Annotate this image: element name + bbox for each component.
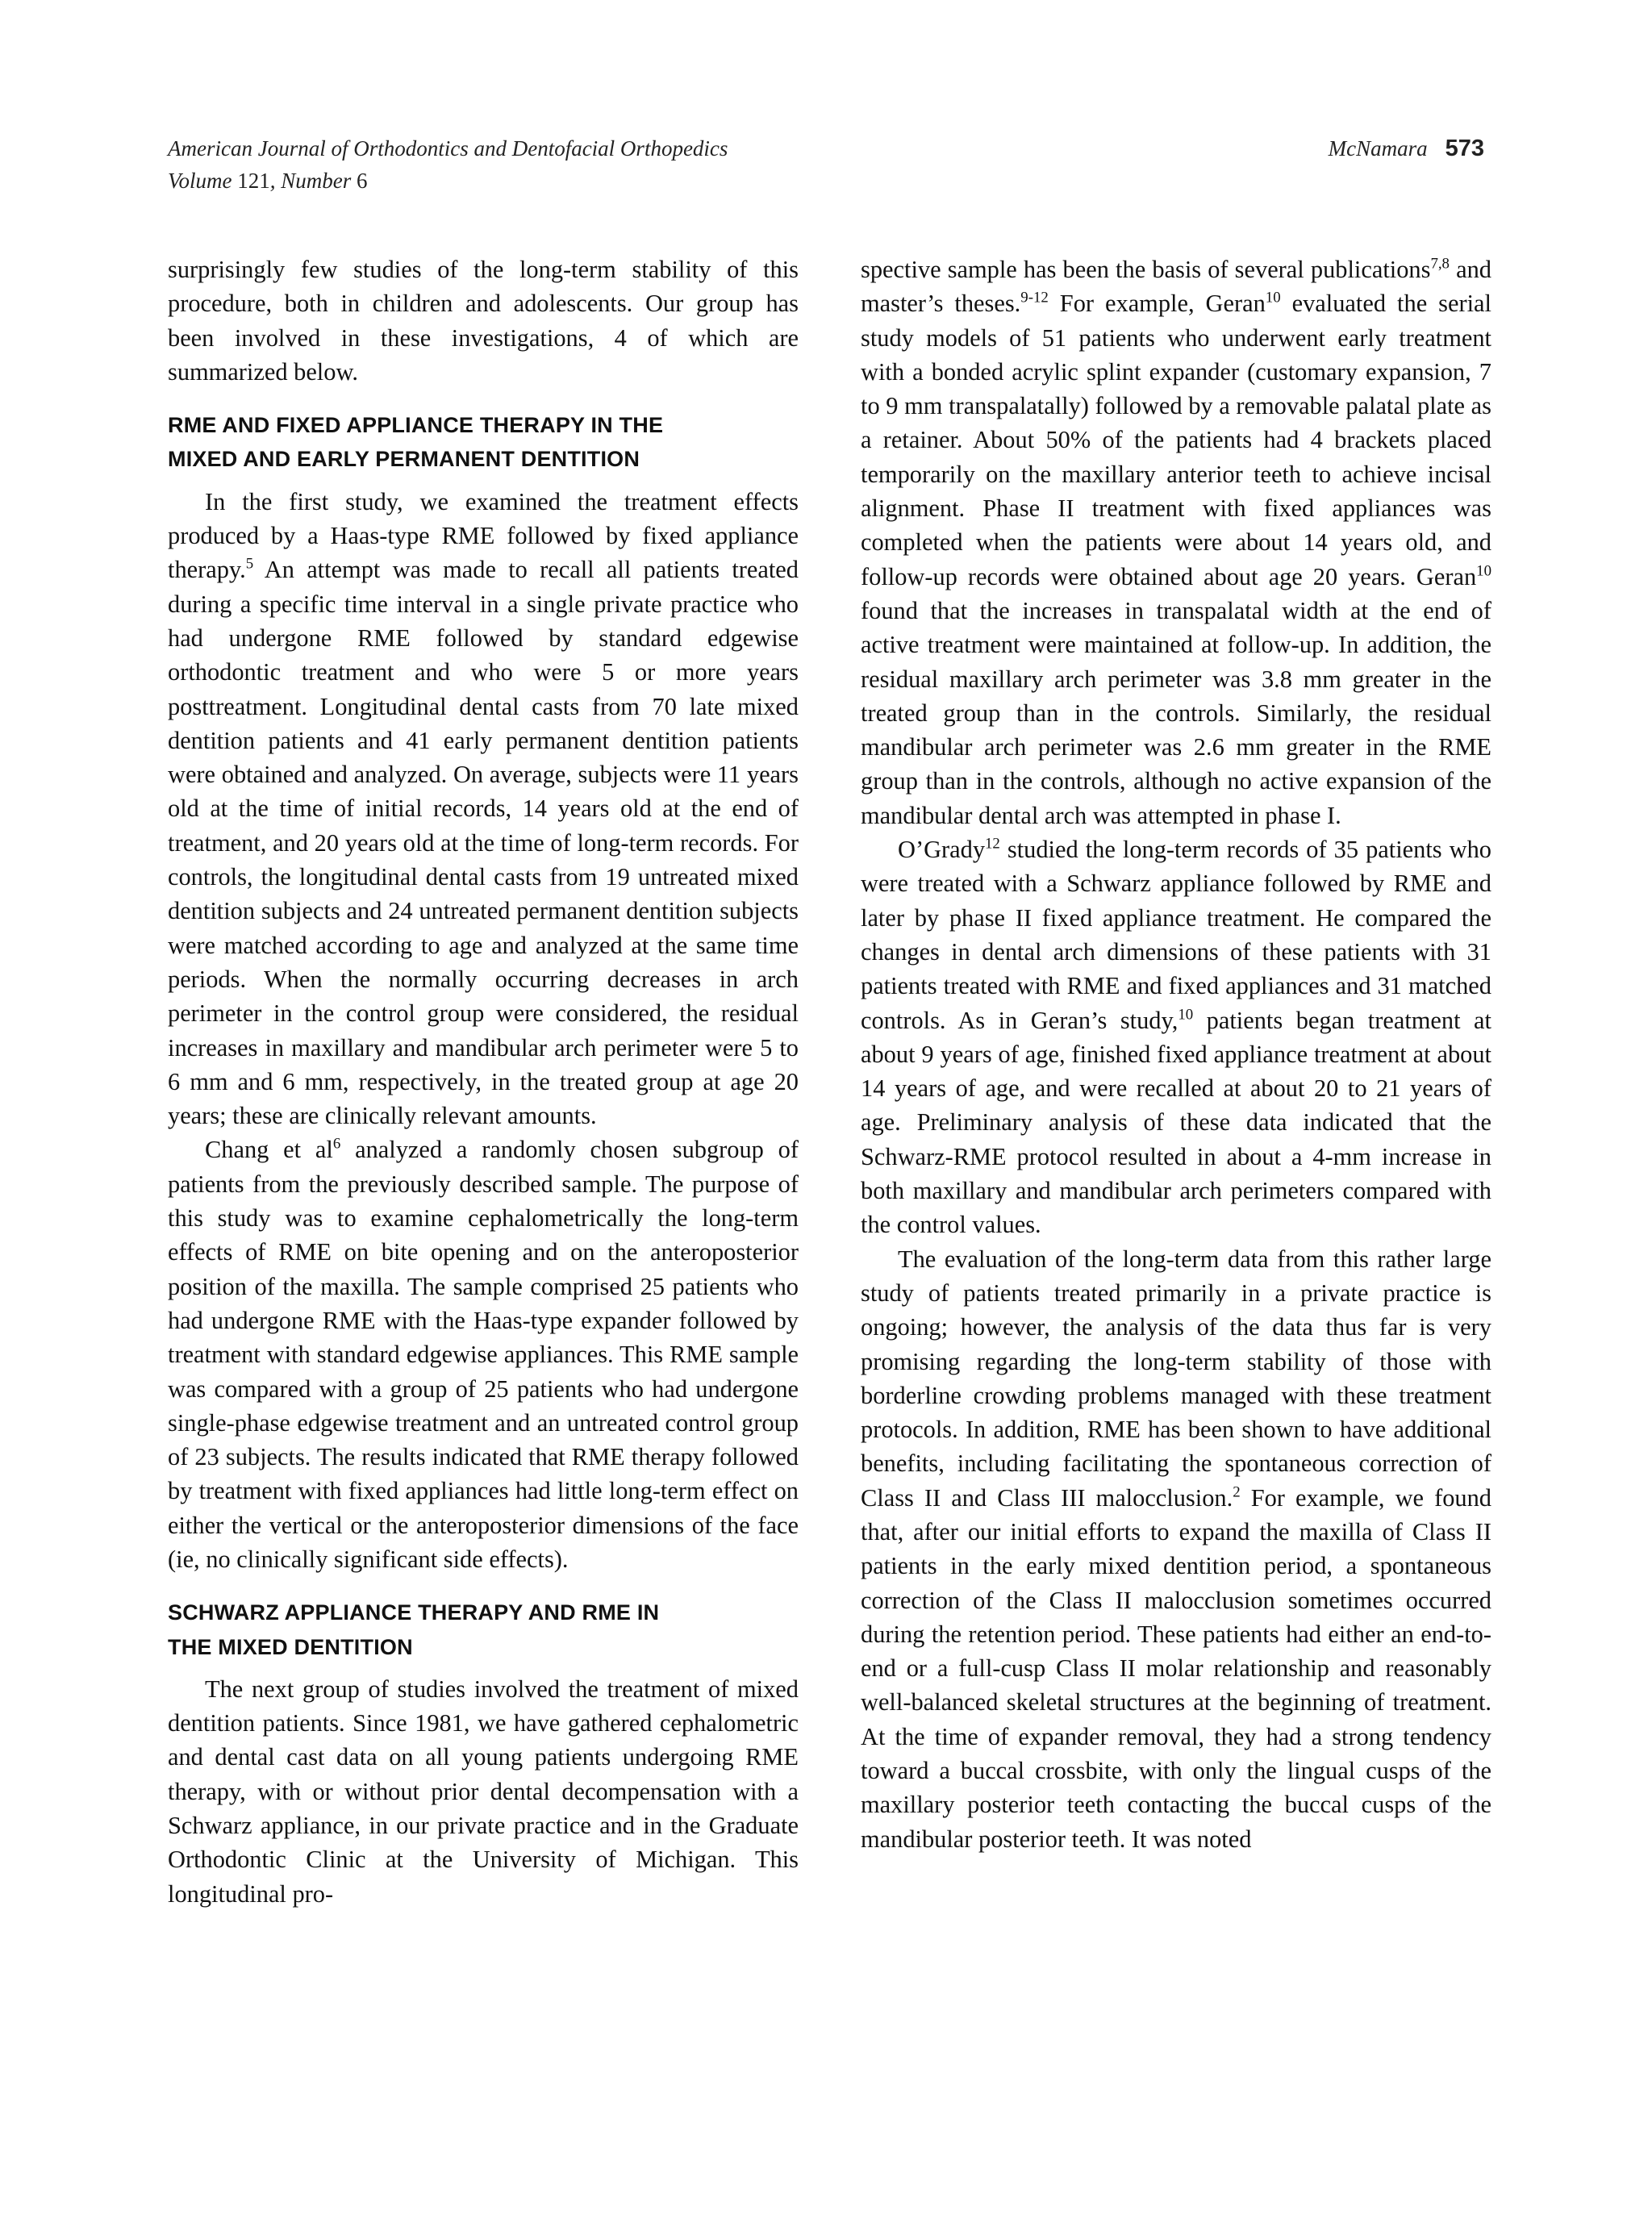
text-run: found that the increases in transpalatal width at the end of active treatment were maintained at follow-up. In addition, the residual maxillary arch perimeter was 3.8 mm greater in the treated group than in the controls. Similarly, the residual mandibular arch perimeter was 2.6 mm greater in the RME group than in the controls, although no active expansion of the mandibular dental arch was attempted in phase I. — [861, 596, 1491, 829]
text-run: and master’s theses. — [861, 256, 1491, 318]
heading-line: MIXED AND EARLY PERMANENT DENTITION — [168, 447, 640, 472]
paragraph-evaluation — [861, 1242, 1491, 1856]
citation: 10 — [1178, 1005, 1194, 1023]
volume-issue: Volume 121, Number 6 — [168, 169, 368, 193]
header-right — [1329, 132, 1484, 165]
paragraph-intro: surprisingly few studies of the long-term stability of this procedure, both in children and adolescents. Our group has been involved in these investigations, 4 of which are summarized below. — [168, 256, 799, 386]
heading-line: SCHWARZ APPLIANCE THERAPY AND RME IN — [168, 1600, 660, 1625]
text-run: Chang et al — [205, 1136, 333, 1164]
issue-number: 6 — [356, 169, 368, 193]
heading-line: THE MIXED DENTITION — [168, 1634, 413, 1659]
text-run: The evaluation of the long-term data from this rather large study of patients treated primarily in a private practice is ongoing; however, the analysis of the data thus far is very promising regarding the long-term stability of those with borderline crowding problems managed with these treatment protocols. In addition, RME has been shown to have additional benefits, including facilitating the spontaneous correction of Class II and Class III malocclusion. — [861, 1245, 1491, 1512]
text-run: spective sample has been the basis of several publications — [861, 256, 1431, 283]
author-name: McNamara — [1328, 136, 1428, 161]
text-run: An attempt was made to recall all patients treated during a specific time interval in a single private practice who had undergone RME followed by standard edgewise orthodontic treatment and who were 5 or more years posttreatment. Longitudinal dental casts from 70 late mixed dentition patients and 41 early permanent dentition patients were obtained and analyzed. On average, subjects were 11 years old at the time of initial records, 14 years old at the end of treatment, and 20 years old at the time of long-term records. For controls, the longitudinal dental casts from 19 untreated mixed dentition subjects and 24 untreated permanent dentition subjects were matched according to age and analyzed at the same time periods. When the normally occurring decreases in arch perimeter in the control group were considered, the residual increases in maxillary and mandibular arch perimeter were 5 to 6 mm and 6 mm, respectively, in the treated group at age 20 years; these are clinically relevant amounts. — [168, 556, 799, 1130]
citation: 5 — [245, 555, 254, 573]
text-run: evaluated the serial study models of 51 patients who underwent early treatment with a bonded acrylic splint expander (customary expansion, 7 to 9 mm transpalatally) followed by a removable palatal plate as a retainer. About 50% of the patients had 4 brackets placed temporarily on the maxillary anterior teeth to achieve incisal alignment. Phase II treatment with fixed appliances was completed when the patients were about 14 years old, and follow-up records were obtained about age 20 years. Geran — [861, 290, 1491, 590]
section-heading-schwarz — [168, 1596, 799, 1664]
citation: 7,8 — [1430, 255, 1450, 273]
text-run: For example, Geran — [1048, 290, 1266, 318]
right-column — [861, 252, 1491, 2051]
paragraph-geran-study — [861, 252, 1491, 832]
paragraph-ogrady-study — [861, 832, 1491, 1242]
citation: 12 — [985, 835, 1000, 853]
page-number: 573 — [1445, 136, 1484, 161]
text-run: O’Grady — [898, 836, 986, 864]
paragraph-first-study — [168, 485, 799, 1133]
text-run: analyzed a randomly chosen subgroup of patients from the previously described sample. The purpose of this study was to examine cephalometrically the long-term effects of RME on bite opening and on the anteroposterior position of the maxilla. The sample comprised 25 patients who had undergone RME with the Haas-type expander followed by treatment with standard edgewise appliances. This RME sample was compared with a group of 25 patients who had undergone single-phase edgewise treatment and an untreated control group of 23 subjects. The results indicated that RME therapy followed by treatment with fixed appliances had little long-term effect on either the vertical or the anteroposterior dimensions of the face (ie, no clinically significant side effects). — [168, 1136, 799, 1573]
journal-title: American Journal of Orthodontics and Dentofacial Orthopedics — [168, 136, 728, 161]
citation: 10 — [1265, 289, 1281, 307]
section-heading-rme-fixed — [168, 408, 799, 477]
citation: 9-12 — [1020, 289, 1049, 307]
text-run: studied the long-term records of 35 patients who were treated with a Schwarz appliance followed by RME and later by phase II fixed appliance treatment. He compared the changes in dental arch dimensions of these patients with 31 patients treated with RME and fixed appliances and 31 matched controls. As in Geran’s study, — [861, 836, 1491, 1034]
paragraph-chang-study — [168, 1133, 799, 1576]
number-label: Number — [281, 169, 352, 193]
volume-number: 121 — [237, 169, 270, 193]
citation: 2 — [1233, 1483, 1241, 1501]
citation: 10 — [1476, 562, 1491, 579]
volume-label: Volume — [168, 169, 232, 193]
left-column — [168, 252, 799, 2051]
paragraph-mixed-dentition: The next group of studies involved the treatment of mixed dentition patients. Since 1981, we have gathered cephalometric and dental cast data on all young patients undergoing RME therapy, with or without prior dental decompensation with a Schwarz appliance, in our private practice and in the Graduate Orthodontic Clinic at the University of Michigan. This longitudinal pro- — [168, 1675, 799, 1908]
text-run: For example, we found that, after our initial efforts to expand the maxilla of Class II patients in the early mixed dentition period, a spontaneous correction of the Class II malocclusion sometimes occurred during the retention period. These patients had either an end-to-end or a full-cusp Class II molar relationship and reasonably well-balanced skeletal structures at the beginning of treatment. At the time of expander removal, they had a strong tendency toward a buccal crossbite, with only the lingual cusps of the maxillary posterior teeth contacting the buccal cusps of the mandibular posterior teeth. It was noted — [861, 1483, 1492, 1853]
text-run: In the first study, we examined the treatment effects produced by a Haas-type RME followed by fixed appliance therapy. — [168, 487, 799, 584]
text-run: patients began treatment at about 9 years of age, finished fixed appliance treatment at about 14 years of age, and were recalled at about 20 to 21 years of age. Preliminary analysis of these data indicated that the Schwarz-RME protocol resulted in about a 4-mm increase in both maxillary and mandibular arch perimeters compared with the control values. — [861, 1006, 1491, 1239]
citation: 6 — [332, 1135, 341, 1153]
heading-line: RME AND FIXED APPLIANCE THERAPY IN THE — [168, 413, 664, 438]
